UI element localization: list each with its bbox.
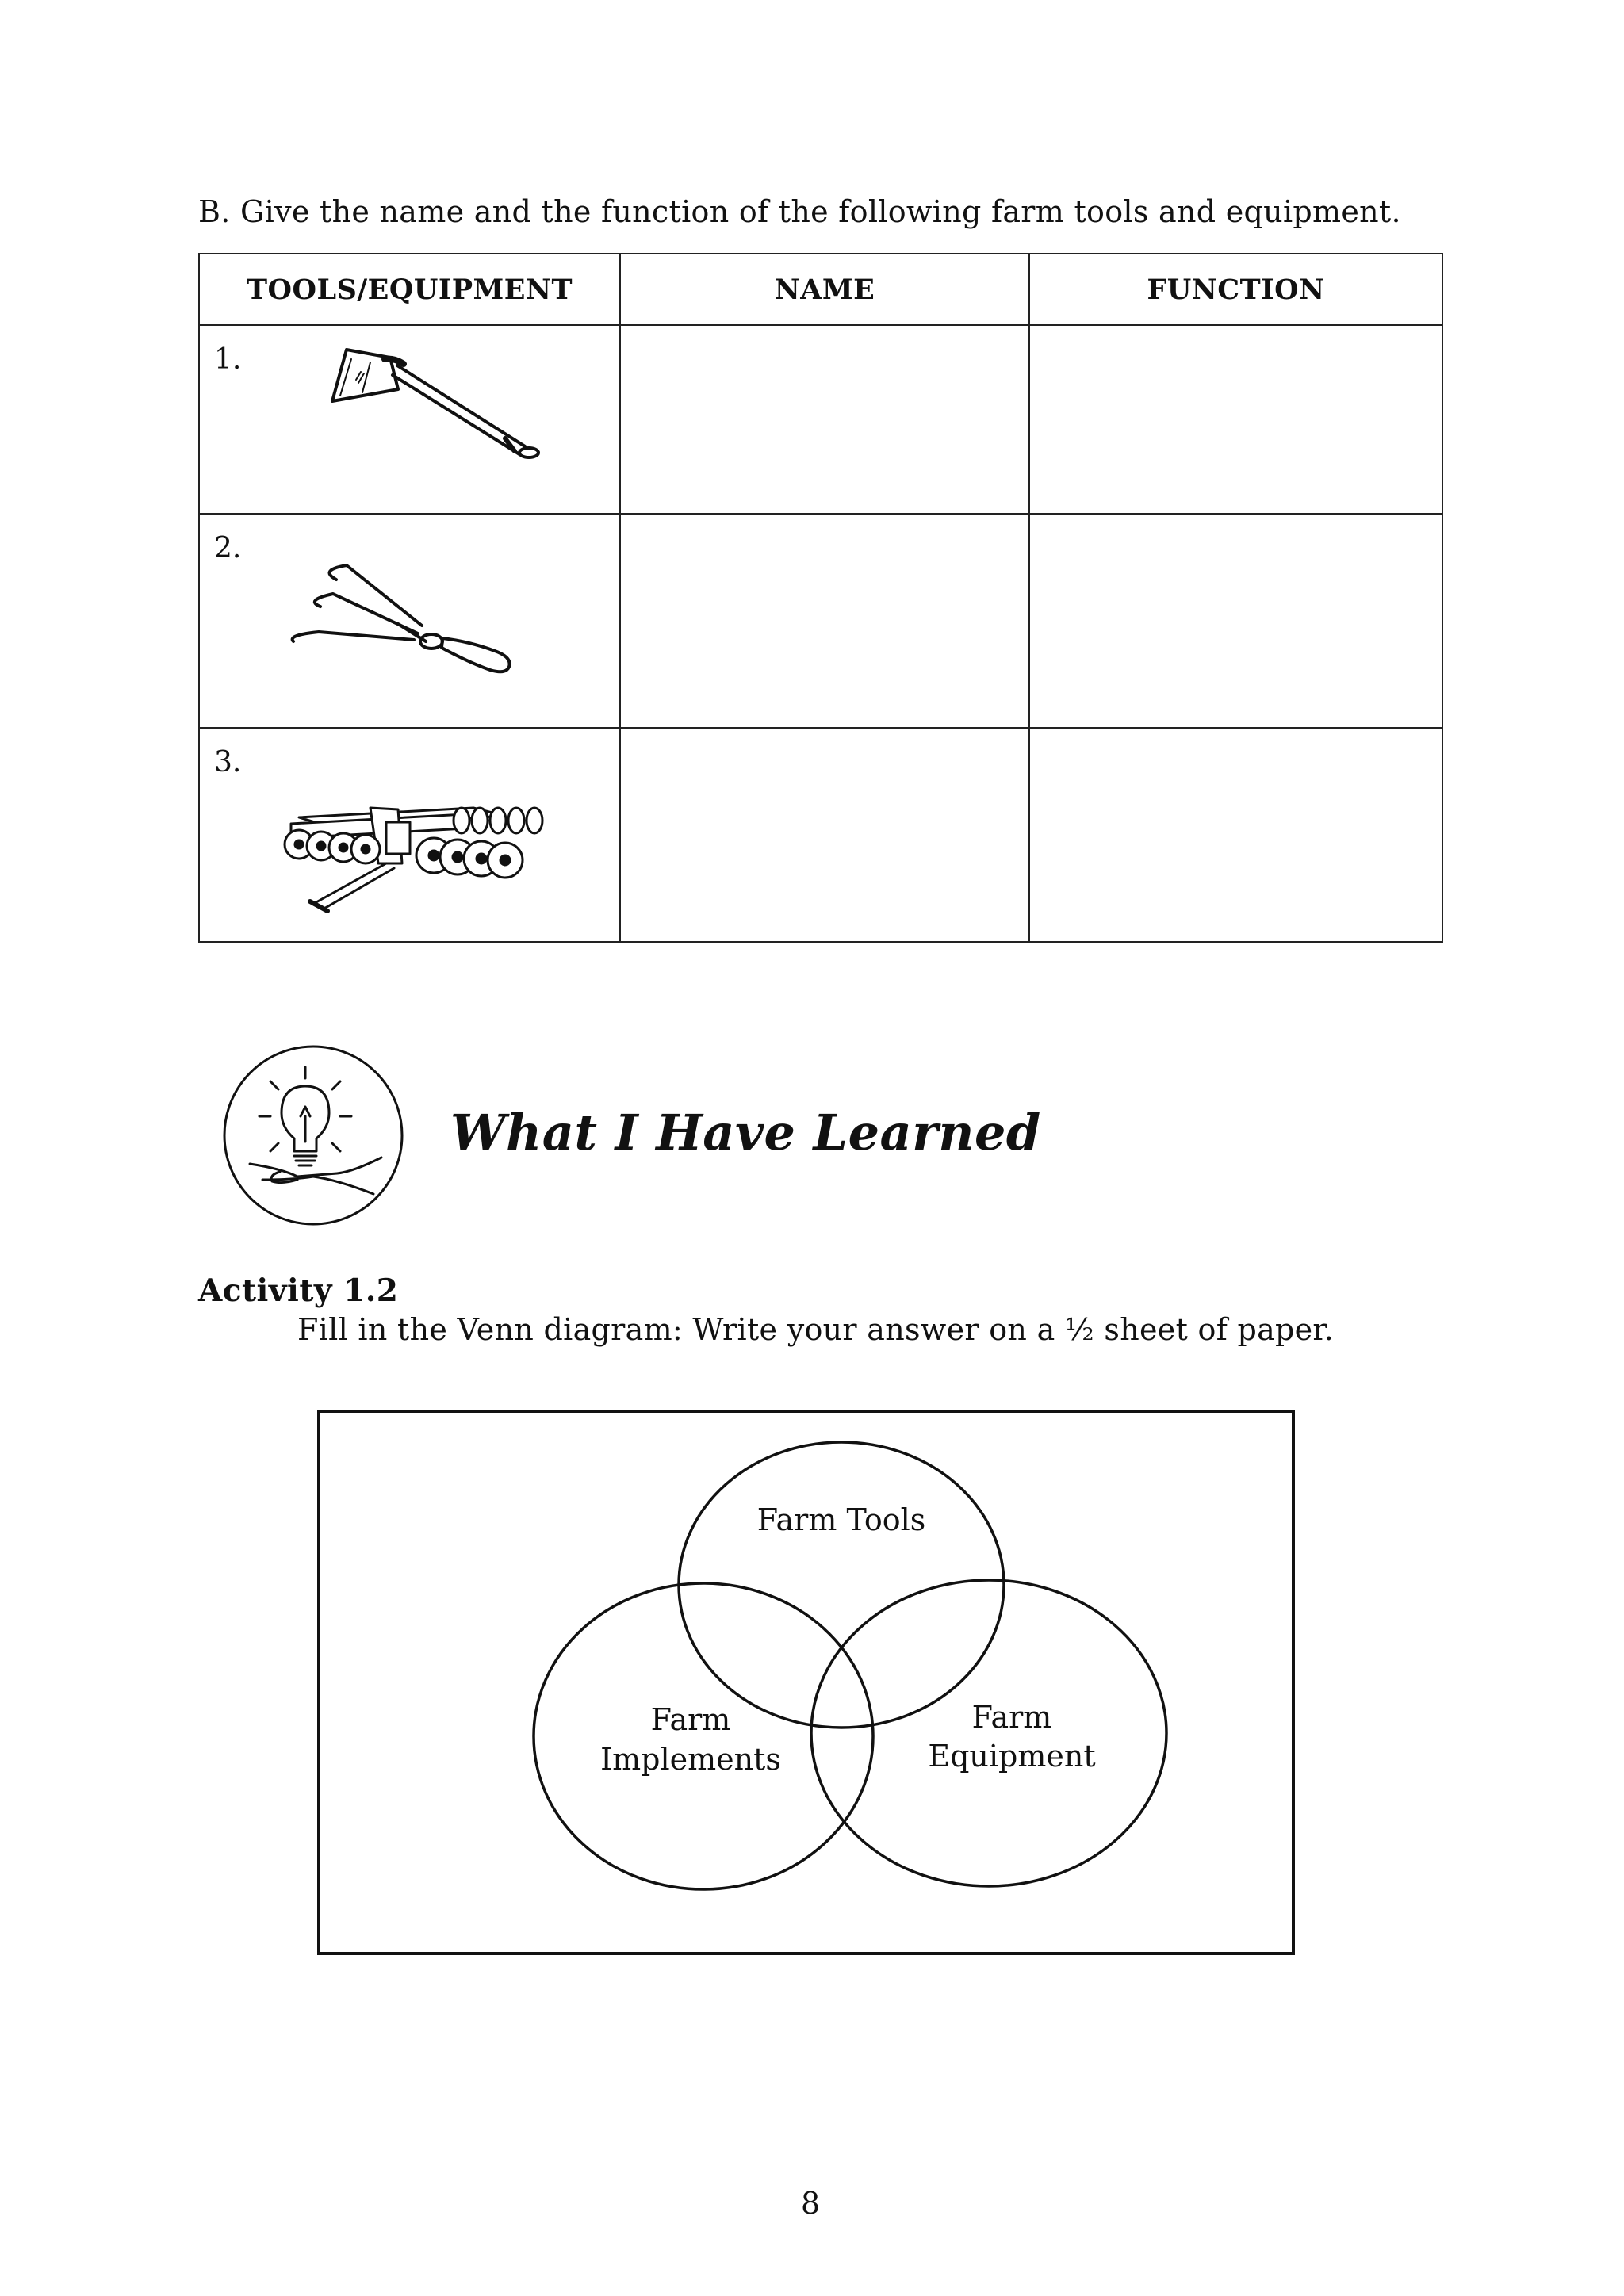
tools-table (198, 253, 1443, 943)
header-function: FUNCTION (1029, 254, 1442, 325)
page-number: 8 (801, 2186, 821, 2221)
tool-cell (199, 514, 620, 728)
venn-diagram-box (317, 1410, 1295, 1955)
name-cell[interactable] (620, 728, 1029, 942)
name-cell[interactable] (620, 514, 1029, 728)
table-row (199, 514, 1442, 728)
instruction-text: B. Give the name and the function of the following farm tools and equipment. (198, 194, 1401, 229)
disc-harrow-icon (267, 776, 584, 919)
venn-label-farm-tools: Farm Tools (756, 1502, 926, 1537)
tool-cell (199, 325, 620, 514)
table-row (199, 728, 1442, 942)
venn-diagram (320, 1413, 1292, 1952)
header-tools-equipment: TOOLS/EQUIPMENT (199, 254, 620, 325)
row-number: 1. (214, 343, 242, 376)
row-number: 2. (214, 532, 242, 564)
hand-cultivator-icon (287, 562, 541, 697)
name-cell[interactable] (620, 325, 1029, 514)
table-header-row (199, 254, 1442, 325)
activity-instruction: Fill in the Venn diagram: Write your answer on a ½ sheet of paper. (297, 1312, 1335, 1347)
venn-label-farm-implements-line1: Farm (650, 1702, 731, 1737)
hoe-icon (315, 334, 553, 469)
header-name: NAME (620, 254, 1029, 325)
section-title: What I Have Learned (450, 1104, 1041, 1161)
function-cell[interactable] (1029, 514, 1442, 728)
function-cell[interactable] (1029, 728, 1442, 942)
table-row (199, 325, 1442, 514)
row-number: 3. (214, 746, 242, 779)
function-cell[interactable] (1029, 325, 1442, 514)
tool-cell (199, 728, 620, 942)
venn-label-farm-equipment-line1: Farm (971, 1700, 1052, 1735)
activity-label: Activity 1.2 (198, 1272, 399, 1309)
venn-label-farm-implements-line2: Implements (600, 1742, 781, 1777)
venn-label-farm-equipment-line2: Equipment (928, 1739, 1096, 1774)
lightbulb-hand-icon (218, 1040, 408, 1230)
